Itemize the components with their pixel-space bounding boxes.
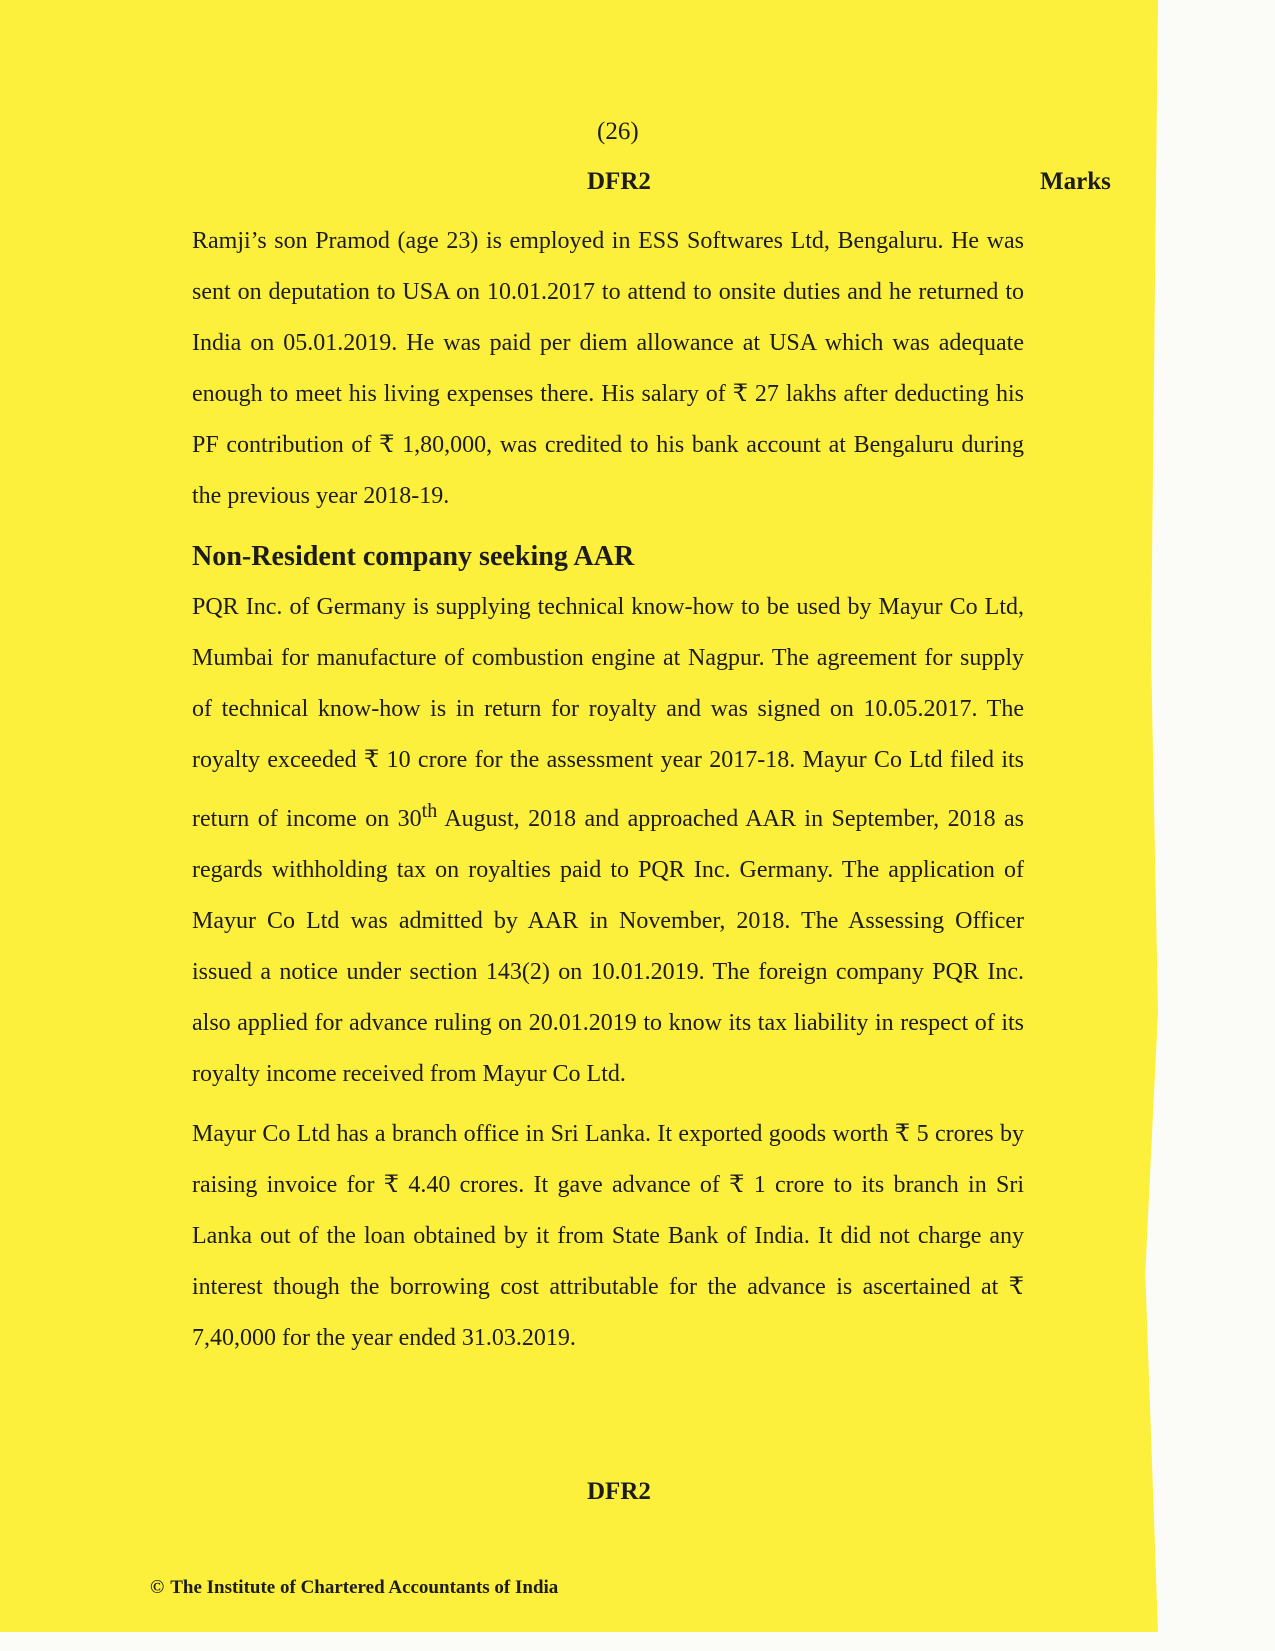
footer-paper-code: DFR2 [587,1478,651,1505]
question-body [192,216,1024,1364]
header-paper-code: DFR2 [587,168,651,195]
section-heading: Non-Resident company seeking AAR [192,541,635,572]
ordinal-superscript: th [421,800,438,822]
copyright-notice [150,1577,558,1599]
paragraph-sri-lanka-branch: Mayur Co Ltd has a branch office in Sri Lanka. It exported goods worth ₹ 5 crores by raising invoice for ₹ 4.40 crores. It gave advance of ₹ 1 crore to its branch in Sri Lanka out of the loan obtained by it from State Bank of India. It did not charge any interest though the borrowing cost attributable for the advance is ascertained at ₹ 7,40,000 for the year ended 31.03.2019. [192,1121,1024,1351]
page-number: (26) [597,118,639,145]
paragraph-pqr-royalty-part-b: August, 2018 and approached AAR in September, 2018 as regards withholding tax on royalties paid to PQR Inc. Germany. The application of Mayur Co Ltd was admitted by AAR in November, 2018. The Assessing Officer issued a notice under section 143(2) on 10.01.2019. The foreign company PQR Inc. also applied for advance ruling on 20.01.2019 to know its tax liability in respect of its royalty income received from Mayur Co Ltd. [192,806,1025,1087]
copyright-text: The Institute of Chartered Accountants of India [170,1577,559,1598]
marks-column-label: Marks [1040,168,1111,195]
copyright-symbol: © [150,1577,165,1598]
paragraph-pramod-deputation: Ramji’s son Pramod (age 23) is employed in ESS Softwares Ltd, Bengaluru. He was sent on deputation to USA on 10.01.2017 to attend to onsite duties and he returned to India on 05.01.2019. He was paid per diem allowance at USA which was adequate enough to meet his living expenses there. His salary of ₹ 27 lakhs after deducting his PF contribution of ₹ 1,80,000, was credited to his bank account at Bengaluru during the previous year 2018-19. [192,228,1024,509]
paragraph-pqr-royalty-part-a: PQR Inc. of Germany is supplying technical know-how to be used by Mayur Co Ltd, Mumbai for manufacture of combustion engine at Nagpur. The agreement for supply of technical know-how is in return for royalty and was signed on 10.05.2017. The royalty exceeded ₹ 10 crore for the assessment year 2017-18. Mayur Co Ltd filed its return of income on 30 [192,594,1024,832]
paragraph-pqr-royalty [192,582,1024,1100]
